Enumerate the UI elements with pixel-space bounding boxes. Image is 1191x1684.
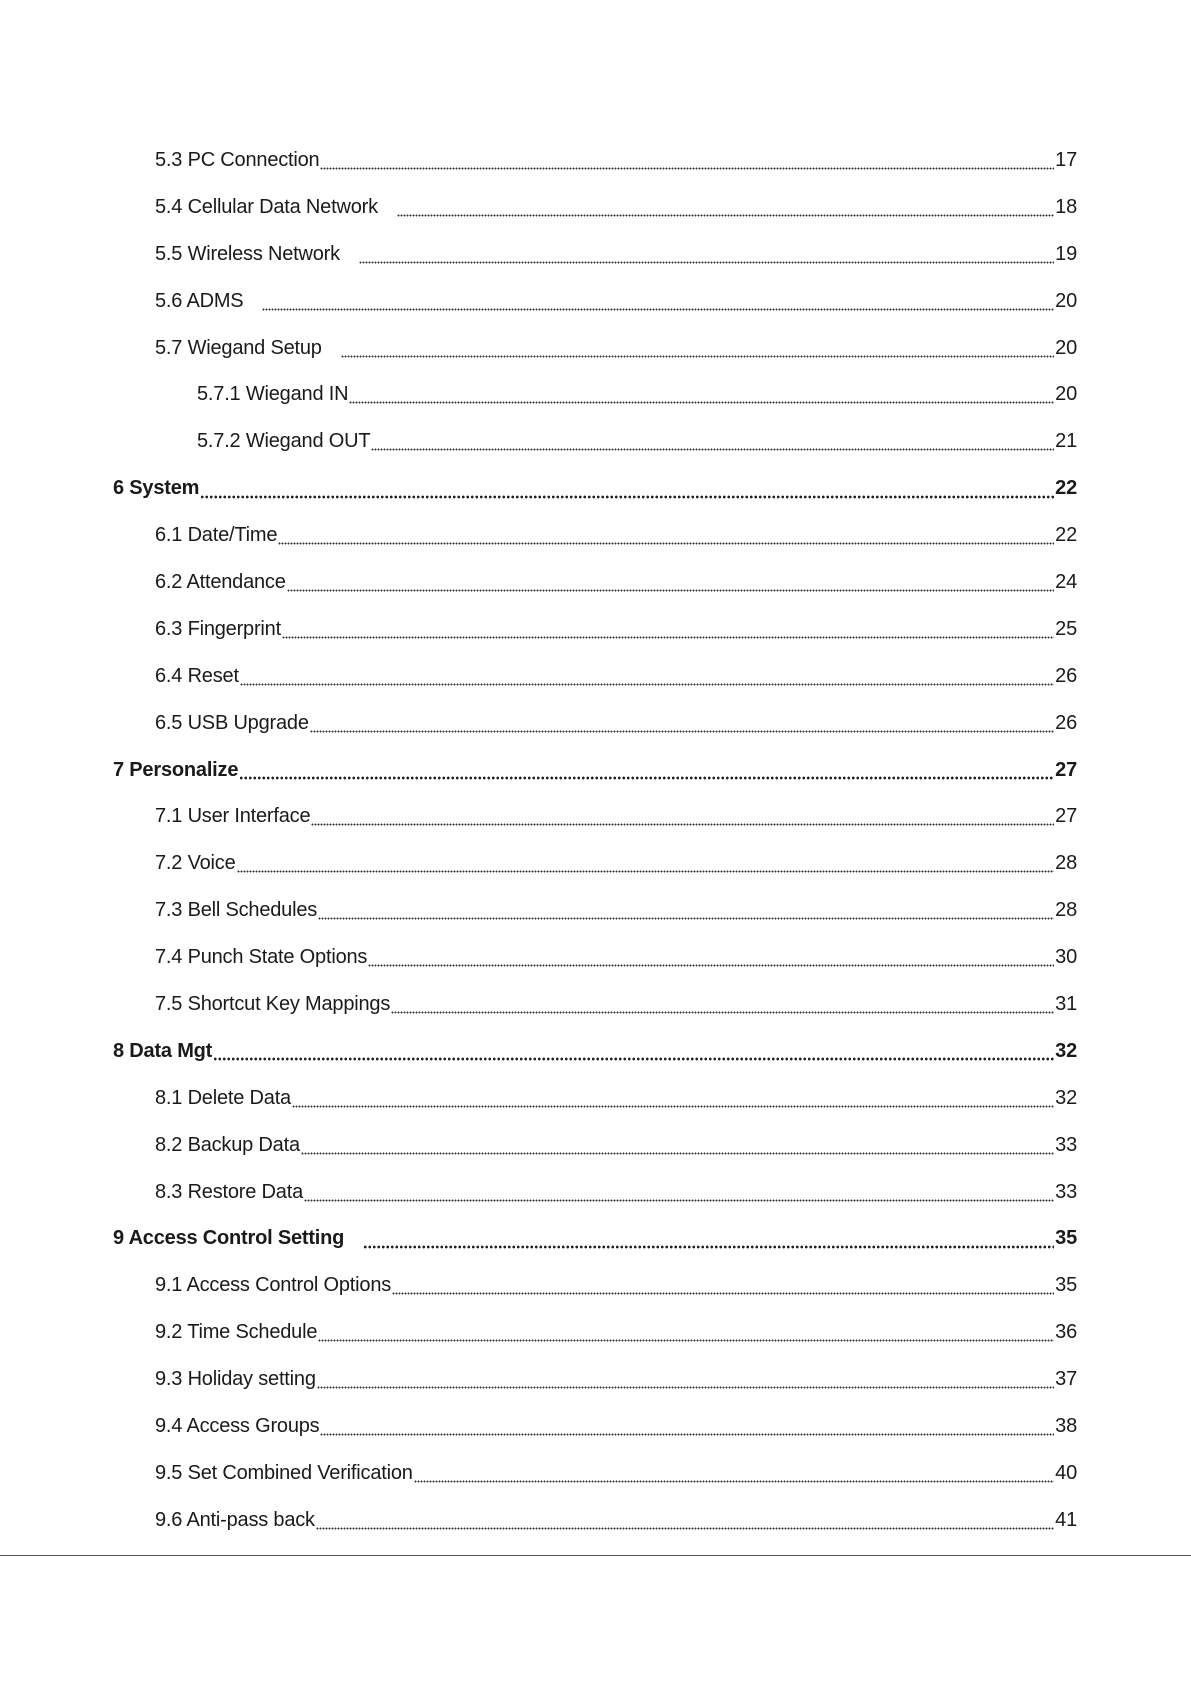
toc-entry[interactable] <box>0 1075 1191 1122</box>
toc-entry-page: 36 <box>1055 1321 1077 1344</box>
toc-entry-page: 25 <box>1055 617 1077 640</box>
toc-entry[interactable] <box>0 1122 1191 1169</box>
toc-entry-title: Anti-pass back <box>186 1508 315 1531</box>
toc-entry[interactable] <box>0 559 1191 606</box>
dot-leader <box>320 137 1054 184</box>
toc-entry-page: 40 <box>1055 1461 1077 1484</box>
toc-entry-title: Data Mgt <box>129 1039 213 1062</box>
toc-entry-title: Reset <box>187 664 239 687</box>
toc-entry-page: 35 <box>1055 1227 1077 1250</box>
toc-entry-label <box>155 243 340 266</box>
toc-entry-page: 37 <box>1055 1368 1077 1391</box>
toc-entry-title: Fingerprint <box>187 617 281 640</box>
toc-entry-label <box>155 852 236 875</box>
toc-entry-page: 32 <box>1055 1039 1077 1062</box>
toc-entry[interactable] <box>0 465 1191 512</box>
toc-entry[interactable] <box>0 887 1191 934</box>
toc-entry[interactable] <box>0 700 1191 747</box>
toc-entry-page: 33 <box>1055 1180 1077 1203</box>
dot-leader <box>371 418 1054 465</box>
toc-entry[interactable] <box>0 1309 1191 1356</box>
toc-entry-page: 27 <box>1055 805 1077 828</box>
toc-entry-page: 28 <box>1055 852 1077 875</box>
toc-entry-title: Bell Schedules <box>187 899 318 922</box>
dot-leader <box>318 1309 1054 1356</box>
toc-entry-label <box>155 149 319 172</box>
toc-entry-title: Set Combined Verification <box>187 1461 413 1484</box>
toc-entry-page: 21 <box>1055 430 1077 453</box>
toc-entry-number: 7.3 <box>155 899 183 922</box>
dot-leader <box>239 747 1054 794</box>
toc-entry-number: 9.1 <box>155 1274 183 1297</box>
toc-entry-title: System <box>129 477 200 500</box>
toc-entry-title: ADMS <box>186 289 244 312</box>
footer-divider <box>0 1555 1191 1556</box>
toc-entry-title: Date/Time <box>187 524 278 547</box>
dot-leader <box>240 653 1054 700</box>
toc-entry[interactable] <box>0 371 1191 418</box>
toc-entry-label <box>155 1274 391 1297</box>
toc-entry[interactable] <box>0 606 1191 653</box>
dot-leader <box>316 1497 1054 1544</box>
toc-entry-page: 18 <box>1055 195 1077 218</box>
toc-entry-page: 26 <box>1055 664 1077 687</box>
toc-entry-number: 7.4 <box>155 946 183 969</box>
toc-entry-title: USB Upgrade <box>187 711 309 734</box>
dot-leader <box>392 1262 1054 1309</box>
toc-entry-label <box>155 1321 317 1344</box>
toc-entry-label <box>197 430 370 453</box>
dot-leader <box>318 887 1054 934</box>
toc-entry-number: 7 <box>113 758 124 781</box>
toc-entry-page: 17 <box>1055 148 1077 171</box>
toc-entry[interactable] <box>0 653 1191 700</box>
toc-entry-label <box>155 1181 303 1204</box>
toc-entry[interactable] <box>0 231 1191 278</box>
dot-leader <box>213 1028 1054 1075</box>
toc-entry-number: 5.5 <box>155 242 183 265</box>
toc-entry-label <box>113 1040 212 1063</box>
toc-entry-title: Time Schedule <box>187 1321 318 1344</box>
dot-leader <box>310 700 1054 747</box>
toc-entry-label <box>155 618 281 641</box>
toc-entry-title: Wiegand OUT <box>245 430 371 453</box>
dot-leader <box>278 512 1054 559</box>
toc-entry-title: Backup Data <box>187 1133 300 1156</box>
toc-entry-label <box>155 899 317 922</box>
toc-entry-label <box>155 1509 315 1532</box>
dot-leader <box>282 606 1054 653</box>
toc-entry[interactable] <box>0 793 1191 840</box>
dot-leader <box>341 325 1054 372</box>
toc-entry-title: User Interface <box>187 805 311 828</box>
toc-entry-label <box>155 1134 300 1157</box>
toc-entry-page: 38 <box>1055 1414 1077 1437</box>
dot-leader <box>237 840 1055 887</box>
toc-entry-page: 22 <box>1055 477 1077 500</box>
toc-entry-page: 28 <box>1055 899 1077 922</box>
toc-entry-number: 5.3 <box>155 148 183 171</box>
toc-entry[interactable] <box>0 1356 1191 1403</box>
dot-leader <box>320 1403 1054 1450</box>
dot-leader <box>287 559 1054 606</box>
dot-leader <box>292 1075 1054 1122</box>
toc-entry[interactable] <box>0 1403 1191 1450</box>
toc-entry[interactable] <box>0 934 1191 981</box>
toc-entry-label <box>197 383 348 406</box>
toc-entry-number: 5.4 <box>155 195 183 218</box>
toc-entry-title: Access Groups <box>186 1414 320 1437</box>
toc-entry-title: Wiegand IN <box>245 383 349 406</box>
toc-entry-number: 8.1 <box>155 1086 183 1109</box>
toc-entry-title: Delete Data <box>187 1086 291 1109</box>
toc-entry-number: 5.7.2 <box>197 430 241 453</box>
toc-entry-title: Shortcut Key Mappings <box>187 992 391 1015</box>
toc-entry-number: 9.4 <box>155 1414 183 1437</box>
toc-entry-label <box>113 759 238 782</box>
toc-entry-title: Restore Data <box>187 1180 303 1203</box>
dot-leader <box>391 981 1054 1028</box>
toc-entry-title: Access Control Setting <box>128 1227 345 1250</box>
toc-entry[interactable] <box>0 512 1191 559</box>
toc-entry-number: 9.6 <box>155 1508 183 1531</box>
toc-entry-page: 24 <box>1055 570 1077 593</box>
toc-entry-title: PC Connection <box>187 148 320 171</box>
toc-entry[interactable] <box>0 1262 1191 1309</box>
toc-entry-title: Access Control Options <box>186 1274 392 1297</box>
toc-entry-number: 6.1 <box>155 524 183 547</box>
toc-entry-label <box>155 665 239 688</box>
toc-entry-number: 7.5 <box>155 992 183 1015</box>
toc-entry[interactable] <box>0 137 1191 184</box>
toc-entry-number: 6.4 <box>155 664 183 687</box>
toc-entry-label <box>155 712 309 735</box>
toc-entry-number: 9.5 <box>155 1461 183 1484</box>
toc-entry-title: Holiday setting <box>187 1368 316 1391</box>
toc-entry-page: 33 <box>1055 1133 1077 1156</box>
toc-entry-page: 32 <box>1055 1086 1077 1109</box>
toc-entry-page: 22 <box>1055 524 1077 547</box>
toc-entry-label <box>155 1087 291 1110</box>
toc-entry-page: 26 <box>1055 711 1077 734</box>
toc-entry[interactable] <box>0 1169 1191 1216</box>
toc-entry-page: 31 <box>1055 992 1077 1015</box>
toc-entry-title: Punch State Options <box>187 946 368 969</box>
toc-entry-page: 27 <box>1055 758 1077 781</box>
toc-entry-page: 20 <box>1055 289 1077 312</box>
toc-entry[interactable] <box>0 1450 1191 1497</box>
toc-entry-number: 6.5 <box>155 711 183 734</box>
dot-leader <box>368 934 1054 981</box>
toc-entry[interactable] <box>0 325 1191 372</box>
dot-leader <box>301 1122 1054 1169</box>
toc-entry-title: Personalize <box>129 758 239 781</box>
toc-entry-label <box>155 1462 413 1485</box>
dot-leader <box>359 231 1054 278</box>
toc-entry-label <box>155 337 322 360</box>
toc-entry-label <box>155 196 378 219</box>
toc-entry-title: Wireless Network <box>187 242 340 265</box>
toc-entry[interactable] <box>0 184 1191 231</box>
dot-leader <box>262 278 1054 325</box>
toc-entry-number: 9 <box>113 1227 124 1250</box>
toc-entry[interactable] <box>0 1497 1191 1544</box>
toc-entry-title: Attendance <box>186 570 286 593</box>
toc-entry-number: 8 <box>113 1039 124 1062</box>
dot-leader <box>304 1169 1054 1216</box>
dot-leader <box>414 1450 1054 1497</box>
toc-entry-page: 20 <box>1055 336 1077 359</box>
toc-entry[interactable] <box>0 1028 1191 1075</box>
toc-entry-label <box>155 571 286 594</box>
toc-entry-number: 6 <box>113 477 124 500</box>
toc-entry-label <box>155 993 390 1016</box>
toc-entry-title: Cellular Data Network <box>187 195 378 218</box>
toc-entry[interactable] <box>0 418 1191 465</box>
toc-entry-number: 9.3 <box>155 1368 183 1391</box>
toc-entry-page: 41 <box>1055 1508 1077 1531</box>
toc-entry-label <box>113 1227 344 1250</box>
toc-entry-title: Voice <box>187 852 236 875</box>
dot-leader <box>200 465 1054 512</box>
toc-entry-label <box>155 805 310 828</box>
toc-entry-number: 7.1 <box>155 805 183 828</box>
dot-leader <box>363 1215 1054 1262</box>
toc-entry-number: 6.3 <box>155 617 183 640</box>
toc-entry-number: 9.2 <box>155 1321 183 1344</box>
table-of-contents <box>0 137 1191 1544</box>
toc-entry[interactable] <box>0 278 1191 325</box>
toc-entry-label <box>155 290 243 313</box>
toc-entry[interactable] <box>0 747 1191 794</box>
toc-entry[interactable] <box>0 840 1191 887</box>
toc-entry-label <box>155 1368 316 1391</box>
toc-entry-label <box>155 524 277 547</box>
toc-entry-number: 5.6 <box>155 289 183 312</box>
toc-entry-number: 8.3 <box>155 1180 183 1203</box>
toc-entry-label <box>113 477 199 500</box>
toc-entry[interactable] <box>0 1215 1191 1262</box>
toc-entry-number: 6.2 <box>155 570 183 593</box>
toc-entry-number: 7.2 <box>155 852 183 875</box>
dot-leader <box>349 371 1054 418</box>
toc-entry-page: 35 <box>1055 1274 1077 1297</box>
toc-entry-number: 5.7.1 <box>197 383 241 406</box>
dot-leader <box>317 1356 1054 1403</box>
toc-entry-title: Wiegand Setup <box>187 336 322 359</box>
toc-entry[interactable] <box>0 981 1191 1028</box>
toc-entry-page: 30 <box>1055 946 1077 969</box>
toc-entry-label <box>155 946 367 969</box>
toc-entry-label <box>155 1415 319 1438</box>
toc-entry-page: 20 <box>1055 383 1077 406</box>
toc-entry-number: 8.2 <box>155 1133 183 1156</box>
dot-leader <box>311 793 1054 840</box>
toc-entry-number: 5.7 <box>155 336 183 359</box>
toc-entry-page: 19 <box>1055 242 1077 265</box>
dot-leader <box>397 184 1054 231</box>
